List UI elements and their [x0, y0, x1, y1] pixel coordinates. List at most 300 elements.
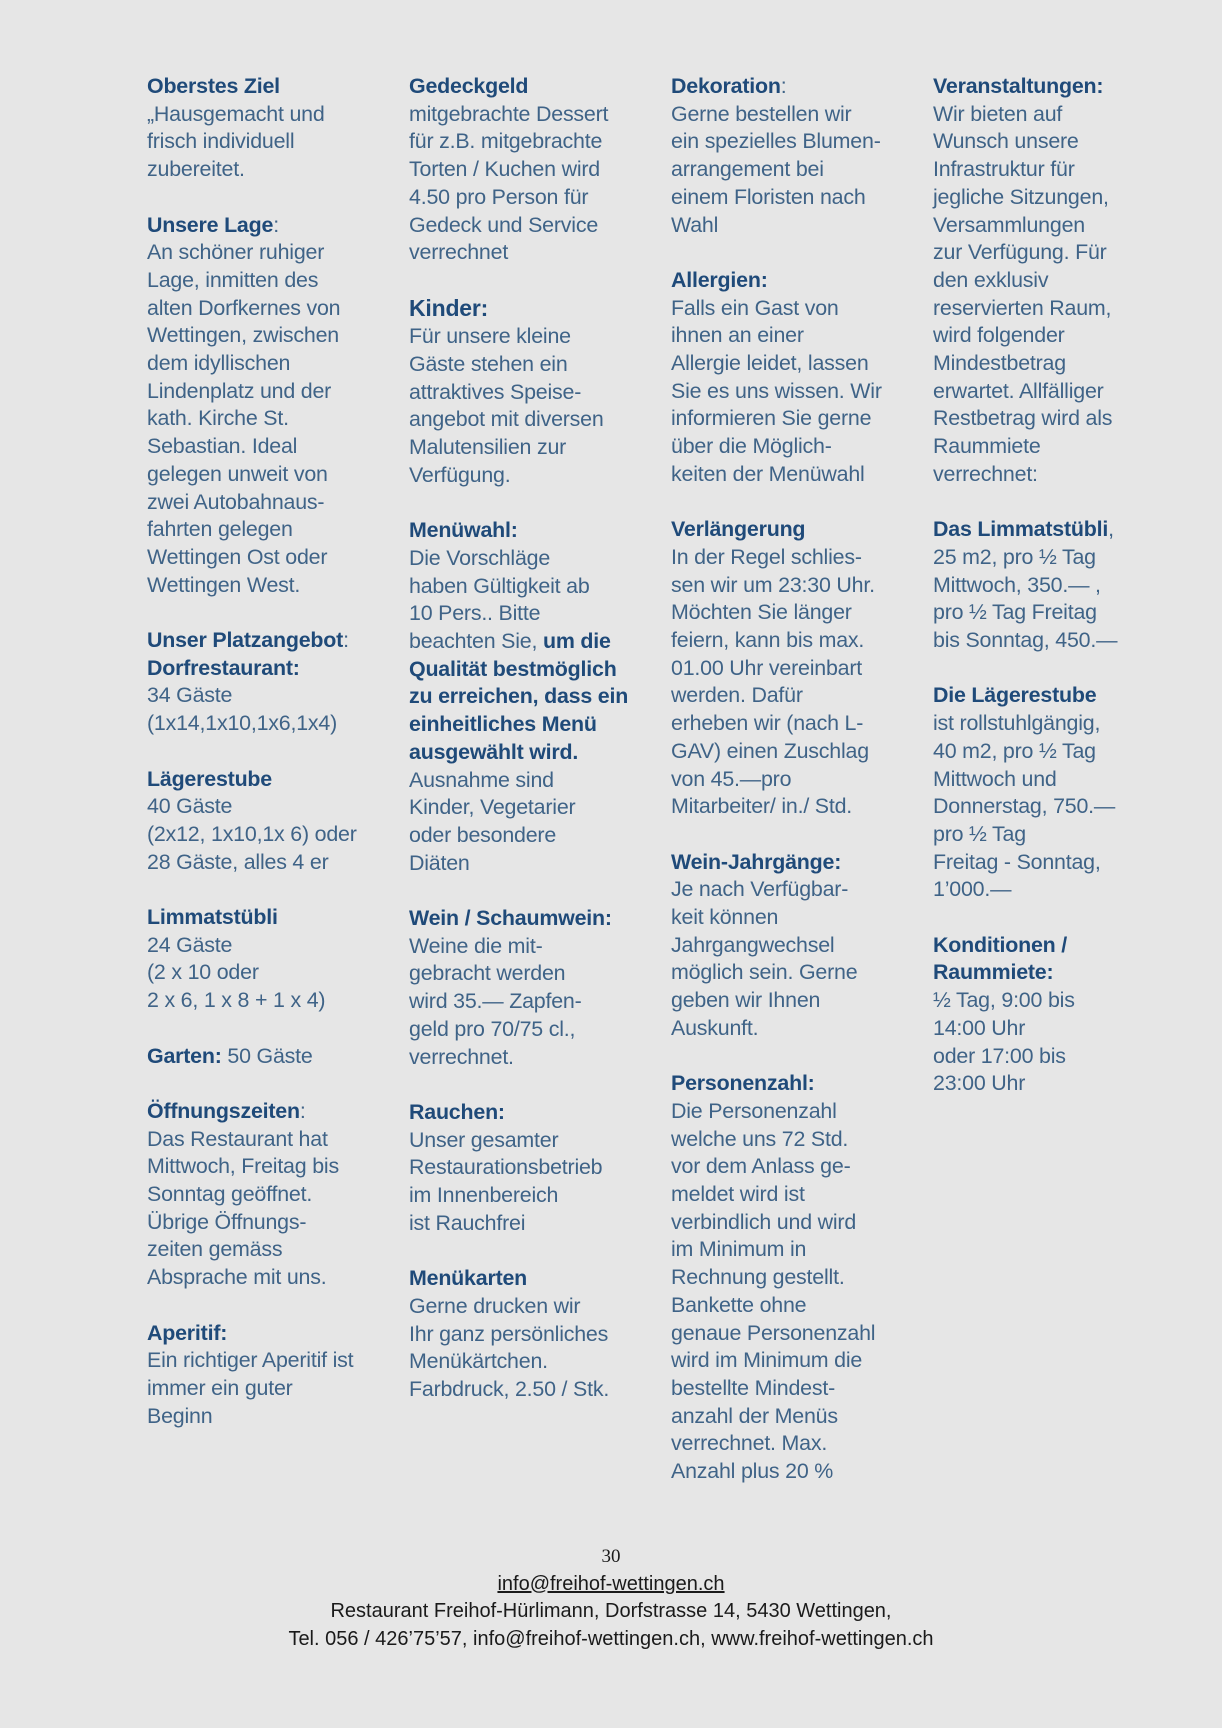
body-text: Verfügung. [409, 462, 511, 487]
text-line [933, 128, 1183, 156]
body-text: : [273, 212, 279, 237]
text-line [933, 1043, 1183, 1071]
text-line [671, 959, 921, 987]
body-text: frisch individuell [147, 129, 295, 154]
text-line [147, 766, 397, 794]
text-line [147, 1375, 397, 1403]
text-line [933, 267, 1183, 295]
body-text: Die Personenzahl [671, 1098, 837, 1123]
text-line [409, 1044, 659, 1072]
body-text: 10 Pers.. Bitte [409, 601, 541, 626]
text-line [147, 433, 397, 461]
text-line [671, 710, 921, 738]
heading-text: Garten: [147, 1043, 222, 1068]
text-line [933, 295, 1183, 323]
body-text: zeiten gemäss [147, 1237, 283, 1262]
body-text: Ausnahme sind [409, 767, 554, 792]
body-text: 4.50 pro Person für [409, 184, 589, 209]
text-line [409, 156, 659, 184]
text-line [933, 959, 1183, 987]
body-text: Mindestbetrag [933, 351, 1066, 376]
text-line [933, 156, 1183, 184]
text-line [147, 1236, 397, 1264]
body-text: dem idyllischen [147, 351, 291, 376]
text-line [671, 1347, 921, 1375]
paragraph-spacer [147, 184, 397, 212]
body-text: Farbdruck, 2.50 / Stk. [409, 1376, 610, 1401]
text-line [147, 959, 397, 987]
body-text: informieren Sie gerne [671, 406, 872, 431]
heading-text: Oberstes Ziel [147, 74, 280, 98]
body-text: sen wir um 23:30 Uhr. [671, 572, 875, 597]
heading-text: Menüwahl: [409, 518, 518, 543]
body-text: feiern, kann bis max. [671, 628, 865, 653]
body-text: verbindlich und wird [671, 1209, 857, 1234]
body-text: wird im Minimum die [671, 1348, 863, 1373]
text-line [147, 489, 397, 517]
text-line [671, 322, 921, 350]
body-text: pro ½ Tag [933, 821, 1026, 846]
text-line [671, 766, 921, 794]
heading-text: Limmatstübli [147, 905, 278, 930]
heading-text: Dorfrestaurant: [147, 655, 300, 680]
text-line [671, 516, 921, 544]
text-line [409, 184, 659, 212]
body-text: oder besondere [409, 822, 557, 847]
paragraph-spacer [671, 239, 921, 267]
paragraph-spacer [147, 1070, 397, 1098]
text-line [409, 794, 659, 822]
text-line [147, 793, 397, 821]
body-text: wird folgender [933, 323, 1065, 348]
text-line [147, 378, 397, 406]
body-text: Übrige Öffnungs- [147, 1209, 307, 1234]
body-text: Diäten [409, 850, 470, 875]
column-2 [409, 73, 659, 1404]
text-line [409, 462, 659, 490]
body-text: Allergie leidet, lassen [671, 351, 869, 376]
body-text: Versammlungen [933, 212, 1085, 237]
text-line [147, 544, 397, 572]
body-text: Bankette ohne [671, 1292, 807, 1317]
heading-text: Wein / Schaumwein: [409, 906, 612, 931]
text-line [933, 239, 1183, 267]
text-line [409, 988, 659, 1016]
paragraph-spacer [147, 599, 397, 627]
text-line [671, 1430, 921, 1458]
text-line [933, 461, 1183, 489]
paragraph-spacer [933, 904, 1183, 932]
text-line [933, 572, 1183, 600]
text-line [409, 767, 659, 795]
body-text: jegliche Sitzungen, [933, 184, 1109, 209]
text-line [409, 239, 659, 267]
text-line [147, 322, 397, 350]
body-text: Falls ein Gast von [671, 295, 839, 320]
body-text: zwei Autobahnaus- [147, 489, 325, 514]
body-text: Jahrgangwechsel [671, 932, 835, 957]
body-text: über die Möglich- [671, 434, 832, 459]
body-text: Sonntag geöffnet. [147, 1182, 313, 1207]
paragraph-spacer [409, 1237, 659, 1265]
text-line [147, 1347, 397, 1375]
body-text: reservierten Raum, [933, 295, 1112, 320]
heading-text: zu erreichen, dass ein [409, 684, 629, 709]
paragraph-spacer [671, 821, 921, 849]
text-line [409, 1348, 659, 1376]
paragraph-spacer [671, 1043, 921, 1071]
body-text: für z.B. mitgebrachte [409, 129, 603, 154]
page-number: 30 [601, 1546, 621, 1567]
page-footer [0, 1543, 1222, 1653]
column-3 [671, 73, 921, 1486]
text-line [147, 1098, 397, 1126]
body-text: ein spezielles Blumen- [671, 129, 881, 154]
text-line [409, 656, 659, 684]
body-text: In der Regel schlies- [671, 544, 862, 569]
body-text: Wettingen, zwischen [147, 323, 339, 348]
paragraph-spacer [409, 1071, 659, 1099]
text-line [147, 516, 397, 544]
text-line [409, 295, 659, 324]
text-line [671, 1015, 921, 1043]
body-text: zur Verfügung. Für [933, 240, 1107, 265]
body-text: arrangement bei [671, 157, 824, 182]
text-line [933, 849, 1183, 877]
text-line [671, 378, 921, 406]
text-line [671, 1458, 921, 1486]
text-line [409, 850, 659, 878]
text-line [147, 1403, 397, 1431]
body-text: Wettingen West. [147, 572, 301, 597]
body-text: Lage, inmitten des [147, 267, 319, 292]
text-line [409, 822, 659, 850]
body-text: angebot mit diversen [409, 407, 604, 432]
text-line [147, 627, 397, 655]
text-line [671, 212, 921, 240]
text-line [147, 821, 397, 849]
body-text: kath. Kirche St. [147, 406, 289, 431]
body-text: geben wir Ihnen [671, 988, 821, 1013]
body-text: Das Restaurant hat [147, 1126, 328, 1151]
text-line [409, 1099, 659, 1127]
body-text: Mittwoch und [933, 766, 1057, 791]
text-line [933, 516, 1183, 544]
text-line [409, 351, 659, 379]
text-line [147, 904, 397, 932]
text-line [933, 1070, 1183, 1098]
body-text: 50 Gäste [221, 1043, 313, 1068]
text-line [933, 544, 1183, 572]
body-text: Mittwoch, Freitag bis [147, 1154, 339, 1179]
body-text: Sie es uns wissen. Wir [671, 378, 882, 403]
text-line [409, 683, 659, 711]
text-line [933, 876, 1183, 904]
paragraph-spacer [147, 876, 397, 904]
text-line [671, 433, 921, 461]
body-text: vor dem Anlass ge- [671, 1154, 851, 1179]
text-line [671, 1098, 921, 1126]
text-line [409, 1016, 659, 1044]
paragraph-spacer [409, 490, 659, 518]
text-line [671, 544, 921, 572]
text-line [671, 461, 921, 489]
text-line [409, 905, 659, 933]
heading-text: Veranstaltungen: [933, 74, 1104, 98]
text-line [671, 350, 921, 378]
heading-text: Das Limmatstübli [933, 517, 1109, 542]
body-text: im Minimum in [671, 1237, 807, 1262]
body-text: 34 Gäste [147, 683, 233, 708]
body-text: verrechnet: [933, 461, 1038, 486]
body-text: Gerne drucken wir [409, 1293, 581, 1318]
body-text: Malutensilien zur [409, 435, 567, 460]
text-line [409, 711, 659, 739]
body-text: Raummiete [933, 434, 1041, 459]
text-line [671, 1320, 921, 1348]
body-text: Freitag - Sonntag, [933, 849, 1101, 874]
heading-text: Wein-Jahrgänge: [671, 849, 842, 874]
heading-text: Raummiete: [933, 960, 1054, 985]
body-text: Mittwoch, 350.— , [933, 572, 1101, 597]
text-line [671, 1236, 921, 1264]
body-text: Je nach Verfügbar- [671, 877, 849, 902]
body-text: (2 x 10 oder [147, 960, 259, 985]
body-text: Weine die mit- [409, 933, 543, 958]
text-line [147, 461, 397, 489]
body-text: Ein richtiger Aperitif ist [147, 1348, 354, 1373]
body-text: Ihr ganz persönliches [409, 1321, 609, 1346]
text-line [409, 379, 659, 407]
text-line [409, 545, 659, 573]
text-line [409, 1127, 659, 1155]
text-line [933, 433, 1183, 461]
text-line [147, 849, 397, 877]
text-line [933, 350, 1183, 378]
body-text: den exklusiv [933, 267, 1049, 292]
text-line [409, 628, 659, 656]
text-line [933, 101, 1183, 129]
footer-contact: Tel. 056 / 426’75’57, info@freihof-wettingen.ch, www.freihof-wettingen.ch [288, 1627, 934, 1650]
text-line [933, 599, 1183, 627]
body-text: geld pro 70/75 cl., [409, 1016, 576, 1041]
text-line [147, 572, 397, 600]
text-line [671, 1292, 921, 1320]
text-line [933, 766, 1183, 794]
paragraph-spacer [933, 655, 1183, 683]
text-line [671, 738, 921, 766]
heading-text: Unser Platzangebot [147, 628, 344, 653]
text-line [147, 682, 397, 710]
text-line [147, 128, 397, 156]
heading-text: Rauchen: [409, 1099, 505, 1124]
body-text: gebracht werden [409, 961, 566, 986]
text-line [671, 932, 921, 960]
heading-text: Allergien: [671, 267, 768, 292]
body-text: 24 Gäste [147, 932, 233, 957]
text-line [147, 73, 397, 101]
text-line [671, 1375, 921, 1403]
body-text: Gedeck und Service [409, 212, 599, 237]
heading-text: Unsere Lage [147, 212, 274, 237]
body-text: Wettingen Ost oder [147, 544, 328, 569]
body-text: gelegen unweit von [147, 461, 328, 486]
body-text: Restaurationsbetrieb [409, 1155, 603, 1180]
text-line [409, 1376, 659, 1404]
body-text: 2 x 6, 1 x 8 + 1 x 4) [147, 988, 326, 1013]
text-line [933, 627, 1183, 655]
text-line [147, 1320, 397, 1348]
text-line [933, 682, 1183, 710]
text-line [147, 987, 397, 1015]
body-text: Restbetrag wird als [933, 406, 1113, 431]
body-text: 14:00 Uhr [933, 1015, 1026, 1040]
body-text: Gäste stehen ein [409, 352, 568, 377]
paragraph-spacer [147, 1292, 397, 1320]
paragraph-spacer [409, 877, 659, 905]
text-line [933, 821, 1183, 849]
body-text: Wahl [671, 212, 719, 237]
text-line [409, 212, 659, 240]
body-text: Beginn [147, 1403, 213, 1428]
text-line [671, 156, 921, 184]
body-text: möglich sein. Gerne [671, 960, 858, 985]
text-line [671, 876, 921, 904]
body-text: (1x14,1x10,1x6,1x4) [147, 711, 338, 736]
body-text: bis Sonntag, 450.— [933, 628, 1118, 653]
body-text: 40 Gäste [147, 794, 233, 819]
body-text: werden. Dafür [671, 683, 803, 708]
text-line [933, 184, 1183, 212]
text-line [409, 1210, 659, 1238]
body-text: , [1108, 517, 1114, 542]
body-text: keiten der Menüwahl [671, 461, 865, 486]
body-text: Für unsere kleine [409, 324, 571, 349]
heading-text: Öffnungszeiten [147, 1098, 300, 1123]
text-line [671, 1209, 921, 1237]
heading-text: Verlängerung [671, 517, 806, 542]
body-text: Anzahl plus 20 % [671, 1459, 834, 1484]
body-text: 40 m2, pro ½ Tag [933, 738, 1096, 763]
body-text: Unser gesamter [409, 1127, 559, 1152]
text-line [409, 1293, 659, 1321]
body-text: Absprache mit uns. [147, 1265, 327, 1290]
text-line [671, 1181, 921, 1209]
heading-text: einheitliches Menü [409, 712, 597, 737]
text-line [671, 655, 921, 683]
body-text: 25 m2, pro ½ Tag [933, 544, 1096, 569]
text-line [147, 1264, 397, 1292]
paragraph-spacer [409, 267, 659, 295]
paragraph-spacer [933, 489, 1183, 517]
text-line [147, 239, 397, 267]
text-line [671, 101, 921, 129]
body-text: Sebastian. Ideal [147, 434, 298, 459]
heading-text: ausgewählt wird. [409, 739, 579, 764]
heading-text: Konditionen / [933, 932, 1068, 957]
body-text: 23:00 Uhr [933, 1071, 1026, 1096]
body-text: meldet wird ist [671, 1182, 805, 1207]
text-line [147, 405, 397, 433]
text-line [409, 323, 659, 351]
text-line [671, 627, 921, 655]
body-text: Wir bieten auf [933, 101, 1063, 126]
text-line [671, 1153, 921, 1181]
body-text: An schöner ruhiger [147, 240, 325, 265]
footer-email-link[interactable]: info@freihof-wettingen.ch [497, 1572, 725, 1595]
text-line [147, 212, 397, 240]
column-1 [147, 73, 397, 1430]
body-text: anzahl der Menüs [671, 1403, 838, 1428]
body-text: fahrten gelegen [147, 517, 293, 542]
text-line [409, 73, 659, 101]
text-line [409, 600, 659, 628]
text-line [671, 1264, 921, 1292]
body-text: Auskunft. [671, 1015, 759, 1040]
heading-text: Aperitif: [147, 1320, 228, 1345]
text-line [671, 184, 921, 212]
text-line [933, 73, 1183, 101]
body-text: Mitarbeiter/ in./ Std. [671, 794, 853, 819]
text-line [933, 212, 1183, 240]
heading-text: Lägerestube [147, 766, 272, 791]
text-line [671, 572, 921, 600]
text-line [147, 350, 397, 378]
body-text: bestellte Mindest- [671, 1375, 836, 1400]
text-line [147, 267, 397, 295]
text-line [409, 573, 659, 601]
text-line [409, 434, 659, 462]
paragraph-spacer [147, 1015, 397, 1043]
body-text: alten Dorfkernes von [147, 295, 341, 320]
text-line [409, 406, 659, 434]
heading-text: Qualität bestmöglich [409, 656, 617, 681]
body-text: 01.00 Uhr vereinbart [671, 655, 863, 680]
body-text: von 45.—pro [671, 766, 792, 791]
text-line [147, 1043, 397, 1071]
text-line [409, 517, 659, 545]
body-text: beachten Sie, [409, 629, 543, 654]
text-line [409, 1321, 659, 1349]
text-line [933, 738, 1183, 766]
body-text: verrechnet. Max. [671, 1431, 828, 1456]
body-text: ist rollstuhlgängig, [933, 711, 1101, 736]
text-line [671, 267, 921, 295]
heading-text: Personenzahl: [671, 1071, 815, 1096]
body-text: 1’000.— [933, 877, 1012, 902]
text-line [933, 793, 1183, 821]
body-text: wird 35.— Zapfen- [409, 989, 582, 1014]
body-text: GAV) einen Zuschlag [671, 738, 869, 763]
heading-text: Kinder: [409, 294, 489, 321]
text-line [147, 710, 397, 738]
text-line [409, 739, 659, 767]
text-line [671, 793, 921, 821]
heading-text: Gedeckgeld [409, 74, 529, 98]
text-line [147, 295, 397, 323]
body-text: : [299, 1098, 306, 1123]
text-line [147, 156, 397, 184]
body-text: Menükärtchen. [409, 1349, 548, 1374]
text-line [671, 295, 921, 323]
body-text: Gerne bestellen wir [671, 101, 852, 126]
text-line [933, 932, 1183, 960]
body-text: Wunsch unsere [933, 129, 1079, 154]
body-text: „Hausgemacht und [147, 101, 325, 126]
body-text: Donnerstag, 750.— [933, 794, 1116, 819]
footer-address: Restaurant Freihof-Hürlimann, Dorfstrasse 14, 5430 Wettingen, [330, 1600, 892, 1622]
text-line [409, 933, 659, 961]
